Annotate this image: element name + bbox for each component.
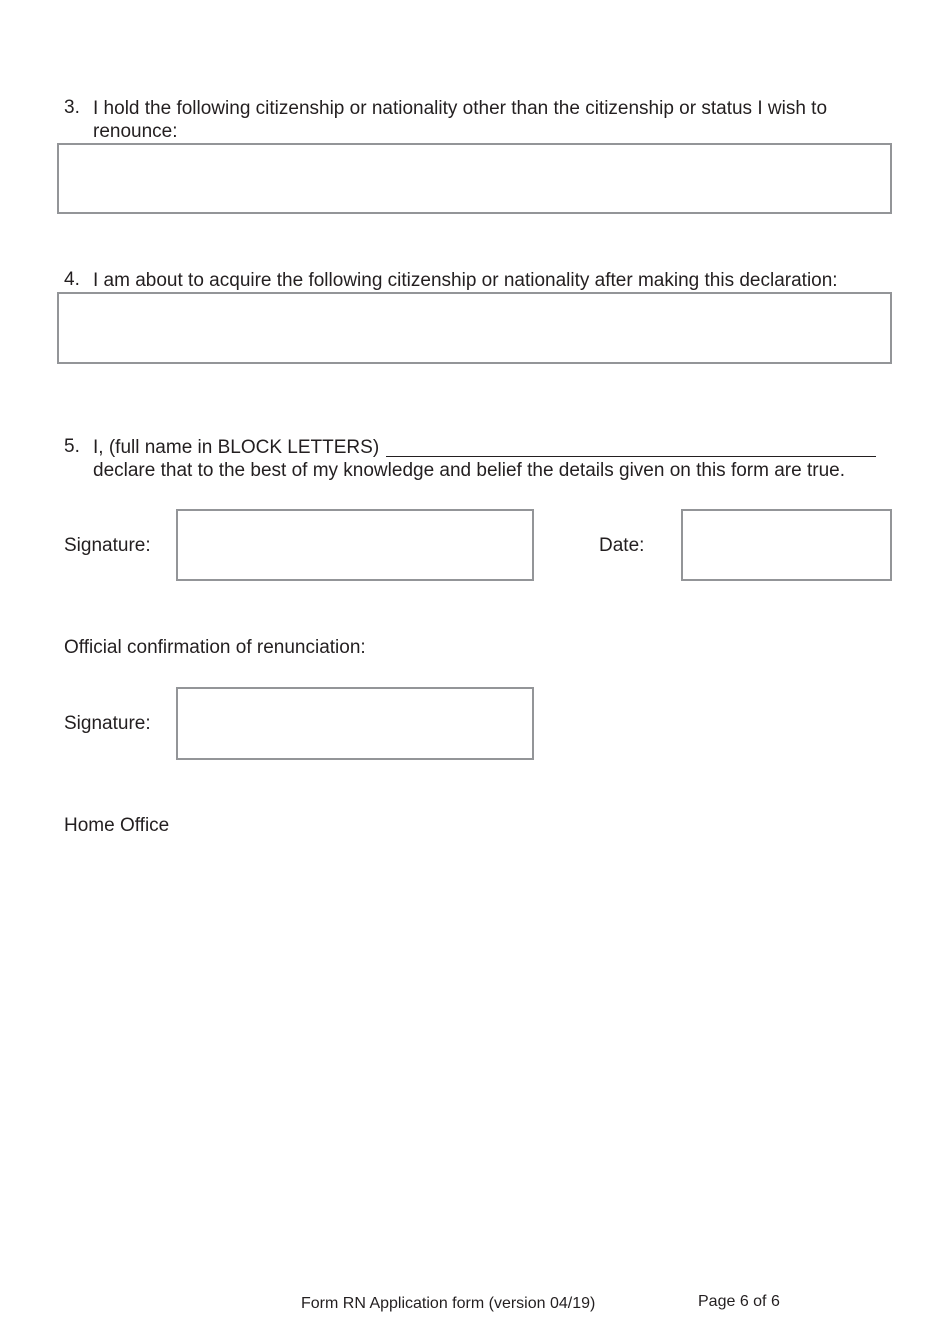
date-label: Date: — [599, 535, 645, 556]
official-signature-label: Signature: — [64, 713, 151, 734]
footer-form-name: Form RN Application form (version 04/19) — [301, 1295, 596, 1312]
question-3-line-1: I hold the following citizenship or nationality other than the citizenship or status I wish to — [93, 98, 828, 119]
question-3-number: 3. — [64, 97, 80, 118]
other-citizenship-field[interactable] — [57, 143, 892, 214]
question-4-text: I am about to acquire the following citizenship or nationality after making this declaration: — [93, 270, 838, 291]
signature-field[interactable] — [176, 509, 534, 581]
question-5-line-1: I, (full name in BLOCK LETTERS) — [93, 437, 380, 458]
date-field[interactable] — [681, 509, 892, 581]
home-office-label: Home Office — [64, 815, 170, 836]
question-5-number: 5. — [64, 436, 80, 457]
question-3-text — [93, 97, 827, 143]
full-name-block-letters-line[interactable] — [386, 434, 876, 457]
signature-label: Signature: — [64, 535, 151, 556]
question-4-number: 4. — [64, 269, 80, 290]
acquire-citizenship-field[interactable] — [57, 292, 892, 364]
official-confirmation-heading: Official confirmation of renunciation: — [64, 637, 366, 658]
question-5-line-2: declare that to the best of my knowledge and belief the details given on this form are true. — [93, 460, 845, 481]
question-3-line-2: renounce: — [93, 121, 178, 142]
official-signature-field[interactable] — [176, 687, 534, 760]
footer-page-number: Page 6 of 6 — [698, 1293, 780, 1310]
